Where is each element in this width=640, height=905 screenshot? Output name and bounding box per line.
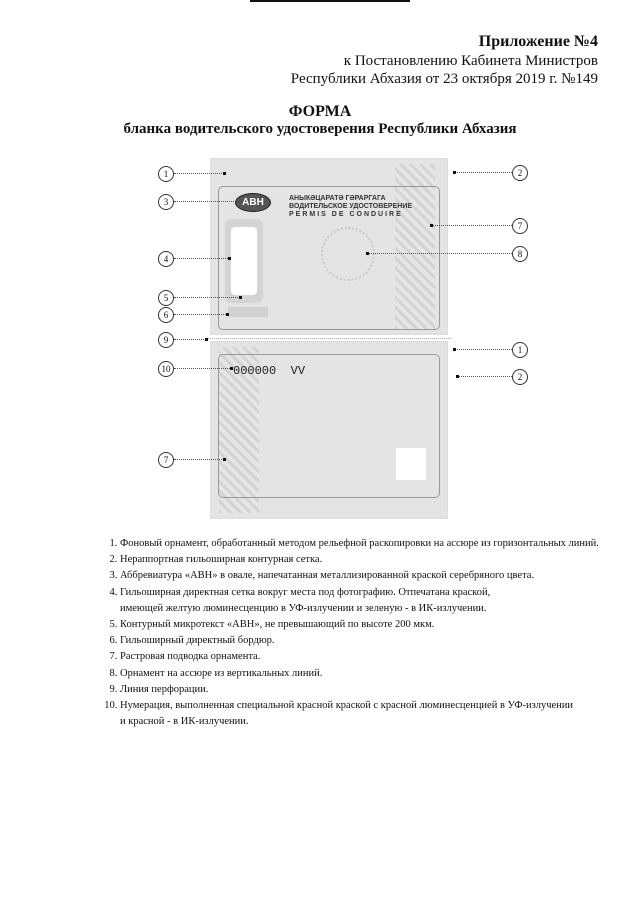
photo-frame-grid <box>225 219 263 303</box>
serial-number <box>233 364 305 378</box>
perforation-line <box>205 338 451 339</box>
legend-item: 6. Гильоширный директный бордюр. <box>120 633 640 649</box>
card-heading-french: PERMIS DE CONDUIRE <box>289 211 403 218</box>
series: VV <box>290 364 306 378</box>
card-heading-russian: ВОДИТЕЛЬСКОЕ УДОСТОВЕРЕНИЕ <box>289 203 413 210</box>
callout-2-back: 2 <box>512 369 528 385</box>
header-line-2: Республики Абхазия от 23 октября 2019 г. №149 <box>290 71 598 87</box>
scan-edge-line <box>250 0 410 2</box>
callout-5: 5 <box>158 290 174 306</box>
callout-9: 9 <box>158 332 174 348</box>
photo-area <box>231 227 257 295</box>
license-back <box>210 341 448 519</box>
callout-1-back: 1 <box>512 342 528 358</box>
callout-7-back: 7 <box>158 452 174 468</box>
legend-item: 8. Орнамент на ассюре из вертикальных линий. <box>120 666 640 682</box>
callout-2: 2 <box>512 165 528 181</box>
legend-item: 4. Гильоширная директная сетка вокруг места под фотографию. Отпечатана краской, имеющей желтую люминесценцию в УФ-излучении и зеленую - в ИК-излучении. <box>120 585 520 617</box>
callout-1: 1 <box>158 166 174 182</box>
legend-item: 10. Нумерация, выполненная специальной красной краской с красной люминесценцией в УФ-излучении и красной - в ИК-излучении. <box>120 698 580 730</box>
legend-list <box>100 536 640 730</box>
form-subtitle: бланка водительского удостоверения Республики Абхазия <box>123 121 517 137</box>
blank-window <box>396 448 426 480</box>
number: 000000 <box>233 364 277 378</box>
guilloche-border <box>228 307 268 317</box>
callout-6: 6 <box>158 307 174 323</box>
legend-item: 2. Нераппортная гильоширная контурная сетка. <box>120 552 640 568</box>
license-front <box>210 158 448 335</box>
card-heading-abkhaz: АНЫКӘЦАРАТӘ ГӘРАРГАГА <box>289 195 386 202</box>
legend-item: 5. Контурный микротекст «АВН», не превышающий по высоте 200 мкм. <box>120 617 640 633</box>
callout-4: 4 <box>158 251 174 267</box>
callout-10: 10 <box>158 361 174 377</box>
legend-item: 7. Растровая подводка орнамента. <box>120 649 640 665</box>
legend-item: 1. Фоновый орнамент, обработанный методом рельефной раскопировки на ассюре из горизонтальных линий. <box>120 536 640 552</box>
appendix-label: Приложение №4 <box>478 33 598 50</box>
form-title: ФОРМА <box>288 103 352 120</box>
callout-3: 3 <box>158 194 174 210</box>
callout-7: 7 <box>512 218 528 234</box>
callout-8: 8 <box>512 246 528 262</box>
card-heading <box>289 195 412 219</box>
legend-item: 3. Аббревиатура «АВН» в овале, напечатанная металлизированной краской серебряного цвета. <box>120 568 640 584</box>
legend-item: 9. Линия перфорации. <box>120 682 640 698</box>
header-line-1: к Постановлению Кабинета Министров <box>343 53 598 69</box>
abn-oval-logo: АВН <box>235 193 271 212</box>
